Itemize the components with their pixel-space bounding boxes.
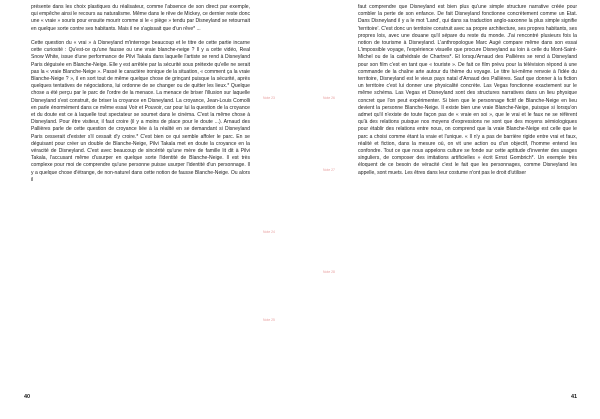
left-paragraph-2: Cette question du « vrai » à Disneyland m'interroge beaucoup et le titre de cette partie incarne cette curiosité : Qu'est-ce qu'une fausse ou une vraie blanche-neige ? Il y a cette vidéo, Real Snow White, issue d'une performance de Pilvi Takala dans laquelle l'artiste se rend à Disneyland Paris déguisée en Blanche-Neige. Elle y est arrêtée par la sécurité sous prétexte qu'elle ne serait pas la « vraie Blanche-Neige ». Passé le caractère ironique de la situation, « comment ça la vraie Blanche-Neige ? », il en sort tout de même quelque chose de grinçant puisque la sécurité, après quelques tentatives de négociations, lui ordonne de se changer ou de quitter les lieux.* Quelque chose a été perçu par le parc de l'ordre de la menace. La menace de briser l'illusion sur laquelle Disneyland s'est construit, de briser la croyance en Disneyland. La croyance, Jean-Louis Comolli en parle énormément dans ce même essai Voir et Pouvoir, car pour lui la question de la croyance et du doute est ce à laquelle tout spectateur se soumet dans le cinéma. C'est la même chose à Disneyland. Pour être visiteur, il faut croire (il y a moins de place pour le doute ...). Arnaud des Pallières parle de cette question de croyance liée à la réalité en se demandant si Disneyland Paris cesserait d'exister s'il cessait d'y croire.* C'est bien ce qui semble affoler le parc. En se déguisant pour créer un double de Blanche-Neige, Pilvi Takala met en doute la croyance en la véracité de Disneyland. C'est avec beaucoup de sincérité qu'une mère de famille lit dit à Pilvi Takala, l'accusant même d'usurper en quelque sorte l'identité de Blanche-Neige. Il est très complexe pour moi de comprendre qu'une personne puisse usurper l'identité d'un personnage. Il y a quelque chose d'étrange, de non-naturel dans cette notion de fausse Blanche-Neige. Ou alors il <box>31 40 250 183</box>
right-page <box>300 0 600 419</box>
right-text-column <box>358 4 577 177</box>
margin-note: Note 23 <box>263 96 275 100</box>
left-text-column <box>31 4 250 184</box>
page-number-left: 40 <box>24 394 31 400</box>
margin-note: Note 27 <box>323 168 335 172</box>
right-paragraph-1: faut comprendre que Disneyland est bien plus qu'une simple structure narrative créée pour combler la perte de son enfance. De fait Disneyland fonctionne concrètement comme un Etat. Dans Disneyland il y a le mot 'Land', qui dans sa traduction anglo-saxonne la plus simple signifie 'territoire'. C'est donc un territoire construit avec sa propre architecture, ses propres habitants, ses propres lois, avec une douane qu'il sépare du reste du monde. J'ai rencontré plusieurs fois la notion de tourisme à Disneyland. L'anthropologue Marc Augé compare même dans son essai L'impossible voyage, l'expérience visuelle que procure Disneyland au loin à celle du Mont-Saint-Michel ou de la cathédrale de Chartres*. Et lorsqu'Arnaud des Pallières se rend à Disneyland pour son film c'est en tant que « touriste ». De fait ce film prévu pour la télévision répond à une commande de la chaîne arte autour du thème du voyage. Le titre lui-même renvoie à l'idée du territoire, Disneyland est le vieux pays natal d'Arnaud des Pallières. Sauf que donner à la fiction un territoire c'est lui donner une physicalité concrète. Las Vegas fonctionne exactement sur le même schéma. Las Vegas et Disneyland sont des structures narratives dans un lieu physique concret que l'on peut expérimenter. Si bien que le personnage fictif de Blanche-Neige en lieu devient la personne Blanche-Neige. Il existe bien une vraie Blanche-Neige, puisque si lorsqu'on admet qu'il n'existe de toute façon pas de « vraie en soi », que le vrai et le faux ne se réfèrent qu'à des relations puisque nos moyens d'expressions ne sont que des moyens sémiologiques pour établir des relations entre nous, on comprend que la vraie Blanche-Neige est celle que le parc a choisi comme étant la vraie et l'unique. « Il n'y a pas de barrière rigide entre vrai et faux, réalité et fiction, dans la mesure où, on vit une action ou d'un objectif, l'homme entend les confondre. Tout ce que nous appelons culture se fonde sur cette aptitude d'inventer des usages singuliers, de composer des imitations artificielles » écrit Ernst Gombrich*. Un exemple très éloquent de ce besoin de véracité c'est le fait que les personnages, comme Disneyland les appelle, sont muets. Les êtres dans leur costume n'ont pas le droit d'utiliser <box>358 4 577 176</box>
margin-note: Note 25 <box>263 318 275 322</box>
margin-note: Note 24 <box>263 230 275 234</box>
margin-note: Note 28 <box>323 270 335 274</box>
page-number-right: 41 <box>571 394 578 400</box>
margin-note: Note 26 <box>323 96 335 100</box>
left-paragraph-1: présente dans les choix plastiques du réalisateur, comme l'absence de son direct par exemple, qui empêche ainsi le recours au naturalisme. Même dans le rêve de Mickey, ce dernier reste donc une « vraie » souris pour ensuite mourir comme si le « piège » tendu par Disneyland se retournait en quelque sorte contre ses habitants. Mais il ne s'agissait que d'un rêve* ... <box>31 4 250 32</box>
